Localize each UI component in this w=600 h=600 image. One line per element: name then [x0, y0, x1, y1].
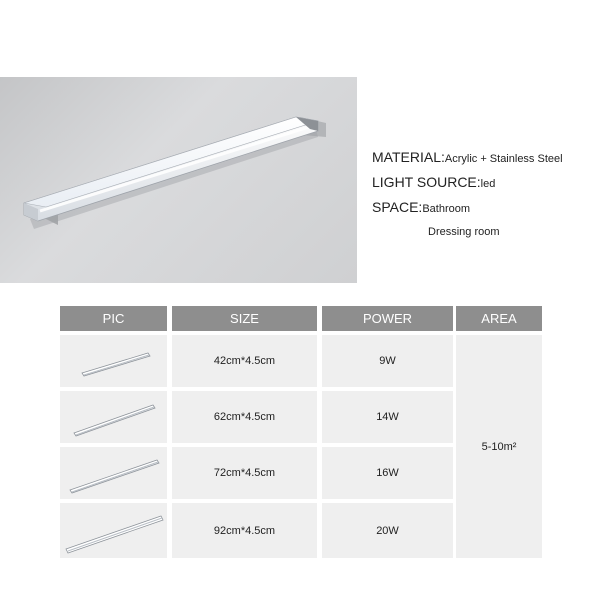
- product-table: [60, 306, 542, 558]
- specifications: [372, 148, 596, 243]
- row-2-power: 14W: [322, 391, 453, 443]
- lamp-thumbnail-92-icon: [60, 503, 167, 558]
- row-4-pic: [60, 503, 167, 558]
- row-2-size: 62cm*4.5cm: [172, 391, 317, 443]
- row-4-power: 20W: [322, 503, 453, 558]
- led-mirror-light-image: [0, 77, 357, 283]
- spec-light-value: led: [480, 178, 496, 190]
- spec-space-value: Bathroom: [422, 203, 471, 215]
- row-1-pic: [60, 335, 167, 387]
- spec-material-label: MATERIAL:: [372, 149, 445, 165]
- row-3-size: 72cm*4.5cm: [172, 447, 317, 499]
- area-value: 5-10m²: [456, 335, 542, 558]
- header-area: AREA: [456, 306, 542, 331]
- row-1-power: 9W: [322, 335, 453, 387]
- product-photo: [0, 77, 357, 283]
- spec-material-value: Acrylic + Stainless Steel: [444, 153, 563, 165]
- lamp-thumbnail-62-icon: [60, 391, 167, 443]
- spec-light-source: [372, 173, 596, 198]
- spec-space-extra: Dressing room: [428, 226, 500, 238]
- row-2-pic: [60, 391, 167, 443]
- row-3-power: 16W: [322, 447, 453, 499]
- header-power: POWER: [322, 306, 453, 331]
- spec-material: [372, 148, 596, 173]
- lamp-thumbnail-42-icon: [60, 335, 167, 387]
- row-1-size: 42cm*4.5cm: [172, 335, 317, 387]
- header-pic: PIC: [60, 306, 167, 331]
- row-3-pic: [60, 447, 167, 499]
- lamp-thumbnail-72-icon: [60, 447, 167, 499]
- spec-space-label: SPACE:: [372, 199, 423, 215]
- spec-space: [372, 198, 596, 223]
- row-4-size: 92cm*4.5cm: [172, 503, 317, 558]
- spec-light-label: LIGHT SOURCE:: [372, 174, 481, 190]
- header-size: SIZE: [172, 306, 317, 331]
